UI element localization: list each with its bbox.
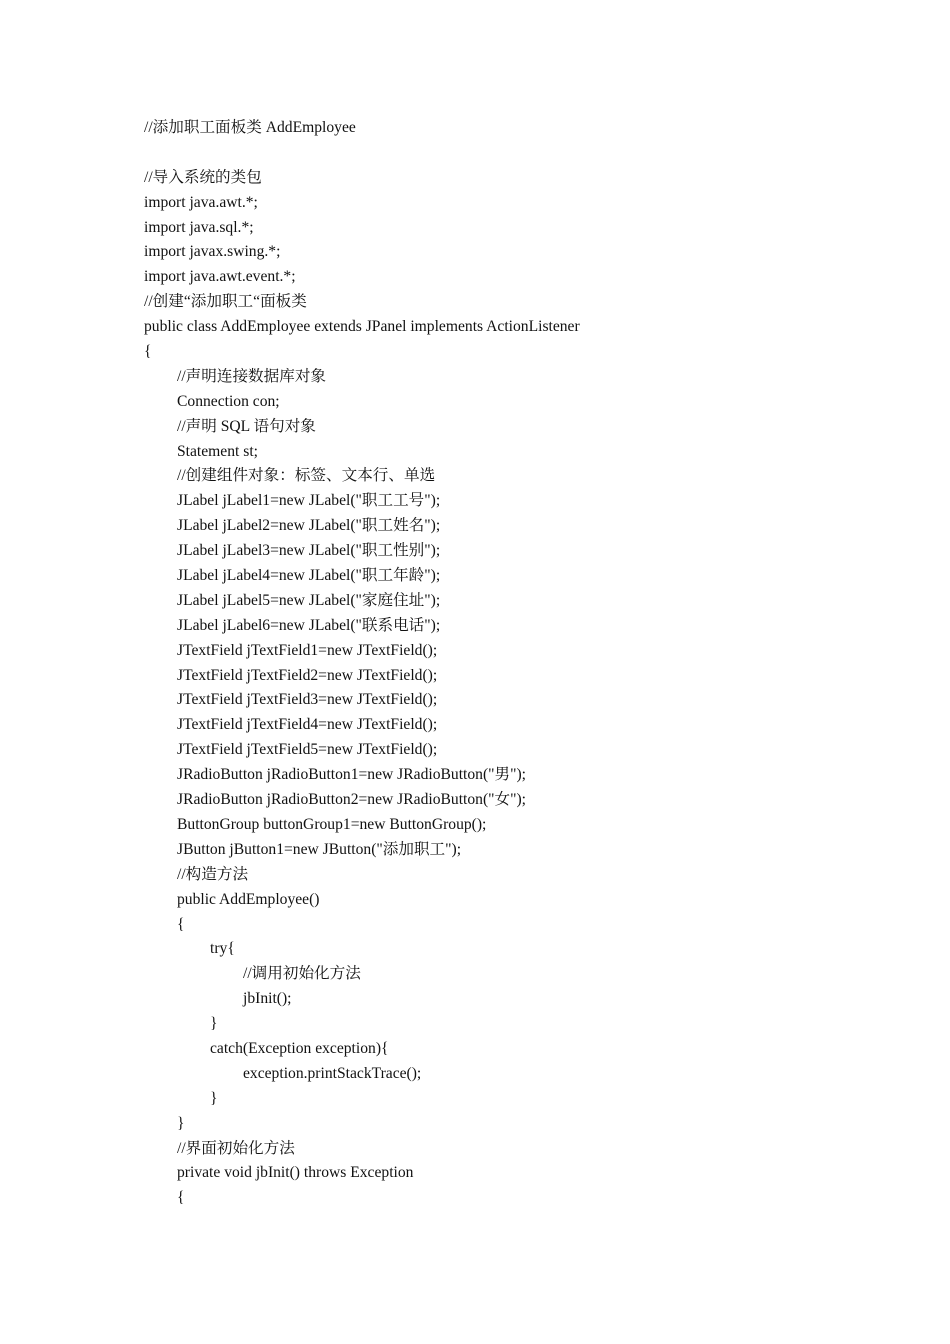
code-line: { bbox=[144, 343, 152, 361]
code-line: //声明 SQL 语句对象 bbox=[177, 417, 316, 435]
code-line: public AddEmployee() bbox=[177, 890, 320, 908]
code-line: JLabel jLabel2=new JLabel("职工姓名"); bbox=[177, 517, 441, 535]
code-line: //构造方法 bbox=[177, 865, 249, 883]
code-line: JLabel jLabel6=new JLabel("联系电话"); bbox=[177, 616, 441, 634]
code-line: //声明连接数据库对象 bbox=[177, 367, 327, 385]
code-line: //创建组件对象：标签、文本行、单选 bbox=[177, 467, 436, 485]
code-line: } bbox=[210, 1015, 218, 1033]
code-line: JLabel jLabel3=new JLabel("职工性别"); bbox=[177, 542, 441, 560]
code-line: JRadioButton jRadioButton1=new JRadioButton("男"); bbox=[177, 766, 526, 784]
code-line: } bbox=[177, 1114, 185, 1132]
code-line: //调用初始化方法 bbox=[243, 965, 361, 983]
code-line: JLabel jLabel1=new JLabel("职工工号"); bbox=[177, 492, 441, 510]
code-line: //导入系统的类包 bbox=[144, 168, 262, 186]
code-line: //创建“添加职工“面板类 bbox=[144, 293, 307, 311]
code-line: { bbox=[177, 1189, 185, 1207]
code-line: Statement st; bbox=[177, 442, 258, 460]
code-line: JLabel jLabel5=new JLabel("家庭住址"); bbox=[177, 591, 441, 609]
code-line: JLabel jLabel4=new JLabel("职工年龄"); bbox=[177, 567, 441, 585]
code-line: } bbox=[210, 1089, 218, 1107]
code-listing bbox=[144, 116, 904, 1211]
code-line: { bbox=[177, 915, 185, 933]
code-line: //添加职工面板类 AddEmployee bbox=[144, 119, 356, 136]
code-line: import java.awt.event.*; bbox=[144, 268, 296, 286]
code-line: import java.sql.*; bbox=[144, 218, 254, 236]
code-line: private void jbInit() throws Exception bbox=[177, 1164, 414, 1182]
code-line: JTextField jTextField3=new JTextField(); bbox=[177, 691, 438, 709]
code-line: public class AddEmployee extends JPanel implements ActionListener bbox=[144, 318, 580, 336]
code-line: catch(Exception exception){ bbox=[210, 1039, 389, 1057]
code-line: jbInit(); bbox=[243, 990, 292, 1008]
code-line: JTextField jTextField1=new JTextField(); bbox=[177, 641, 438, 659]
code-line: try{ bbox=[210, 940, 235, 958]
code-line: JRadioButton jRadioButton2=new JRadioButton("女"); bbox=[177, 791, 526, 809]
code-line: //界面初始化方法 bbox=[177, 1139, 295, 1157]
code-line: ButtonGroup buttonGroup1=new ButtonGroup(); bbox=[177, 815, 487, 833]
code-line: import javax.swing.*; bbox=[144, 243, 281, 261]
code-line: JButton jButton1=new JButton("添加职工"); bbox=[177, 840, 462, 858]
blank-line bbox=[144, 141, 904, 166]
code-line: JTextField jTextField5=new JTextField(); bbox=[177, 741, 438, 759]
code-line: import java.awt.*; bbox=[144, 193, 258, 211]
code-line: Connection con; bbox=[177, 392, 280, 410]
code-line: JTextField jTextField4=new JTextField(); bbox=[177, 716, 438, 734]
code-line: exception.printStackTrace(); bbox=[243, 1064, 422, 1082]
code-line: JTextField jTextField2=new JTextField(); bbox=[177, 666, 438, 684]
